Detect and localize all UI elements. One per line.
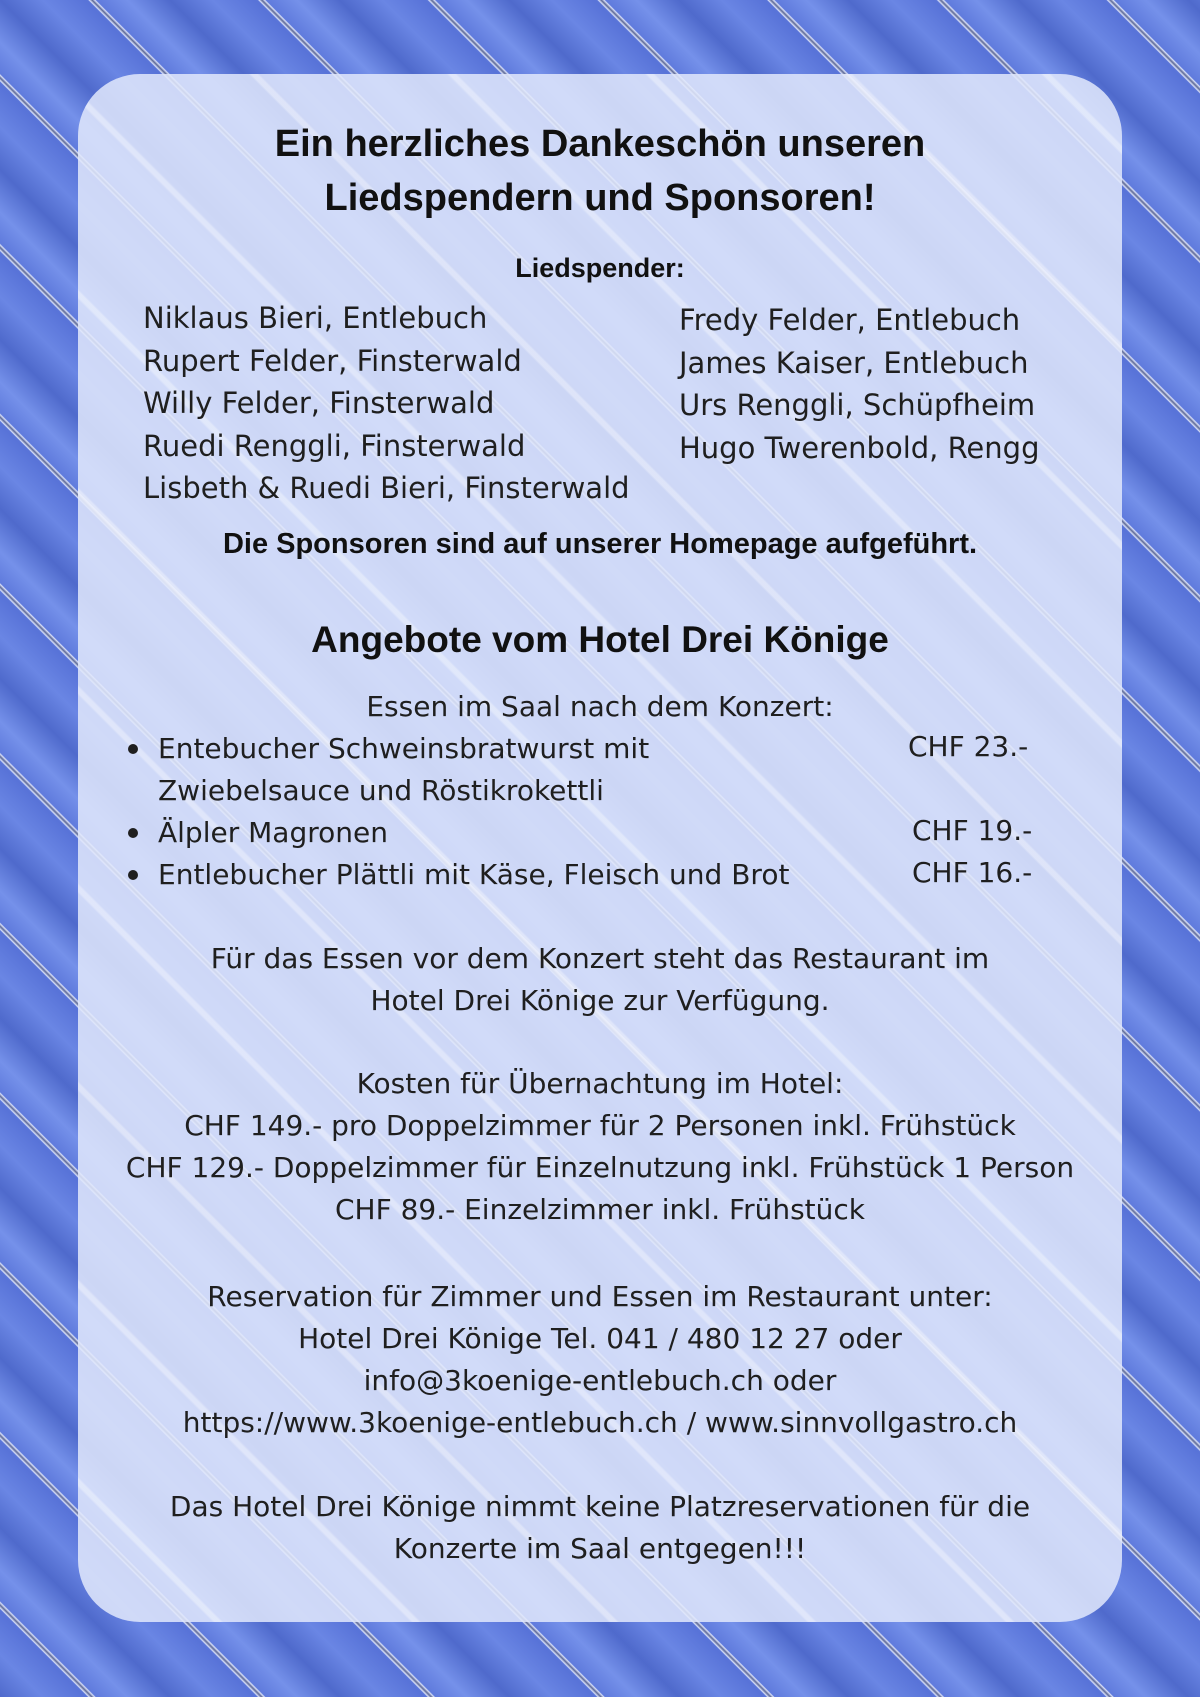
overnight-price-line: CHF 149.- pro Doppelzimmer für 2 Personen inkl. Frühstück	[184, 1109, 1016, 1142]
overnight-heading: Kosten für Übernachtung im Hotel:	[356, 1067, 844, 1100]
reservation-line: Reservation für Zimmer und Essen im Restaurant unter:	[207, 1280, 993, 1313]
reservation-email: info@3koenige-entlebuch.ch oder	[363, 1364, 837, 1397]
donor-item: Urs Renggli, Schüpfheim	[679, 388, 1036, 422]
bullet-icon	[128, 828, 138, 838]
menu-item-3: Entlebucher Plättli mit Käse, Fleisch und Brot	[158, 858, 790, 891]
menu-item-2: Älpler Magronen	[158, 816, 388, 849]
menu-item-1-line2: Zwiebelsauce und Röstikrokettli	[158, 774, 604, 807]
overnight-price-line: CHF 129.- Doppelzimmer für Einzelnutzung inkl. Frühstück 1 Person	[125, 1151, 1075, 1184]
no-reservation-line: Das Hotel Drei Könige nimmt keine Platzreservationen für die	[169, 1490, 1031, 1523]
restaurant-note-line: Hotel Drei Könige zur Verfügung.	[370, 984, 830, 1017]
donor-item: Lisbeth & Ruedi Bieri, Finsterwald	[143, 471, 630, 505]
offers-title: Angebote vom Hotel Drei Könige	[311, 619, 889, 660]
donor-list-right	[679, 299, 1039, 469]
title-line-2: Liedspendern und Sponsoren!	[324, 177, 876, 219]
restaurant-note	[78, 938, 1122, 1022]
menu-item-2-price: CHF 19.-	[912, 814, 1033, 847]
no-reservation-line: Konzerte im Saal entgegen!!!	[393, 1532, 807, 1565]
no-reservation-note	[78, 1486, 1122, 1570]
donor-item: Ruedi Renggli, Finsterwald	[143, 428, 526, 463]
reservation-phone: Hotel Drei Könige Tel. 041 / 480 12 27 oder	[298, 1322, 902, 1355]
reservation-info	[78, 1276, 1122, 1444]
reservation-websites: https://www.3koenige-entlebuch.ch / www.sinnvollgastro.ch	[182, 1406, 1018, 1439]
menu-item-1-price: CHF 23.-	[908, 730, 1029, 763]
bullet-icon	[128, 744, 138, 754]
donor-item: Niklaus Bieri, Entlebuch	[143, 301, 488, 335]
liedspender-heading: Liedspender:	[515, 253, 685, 283]
donor-item: Rupert Felder, Finsterwald	[143, 343, 522, 378]
donor-list-left	[143, 297, 630, 510]
bullet-icon	[128, 870, 138, 880]
overnight-costs	[78, 1063, 1122, 1231]
donor-item: James Kaiser, Entlebuch	[679, 345, 1029, 380]
donor-item: Fredy Felder, Entlebuch	[679, 303, 1021, 337]
menu-item-1-line1: Entebucher Schweinsbratwurst mit	[158, 732, 650, 765]
donor-item: Hugo Twerenbold, Rengg	[679, 430, 1040, 465]
overnight-price-line: CHF 89.- Einzelzimmer inkl. Frühstück	[334, 1193, 866, 1226]
title-line-1: Ein herzliches Dankeschön unseren	[274, 123, 926, 165]
restaurant-note-line: Für das Essen vor dem Konzert steht das Restaurant im	[210, 942, 990, 975]
meal-intro: Essen im Saal nach dem Konzert:	[366, 690, 834, 723]
page-title	[78, 117, 1122, 225]
menu-item-3-price: CHF 16.-	[912, 856, 1033, 889]
sponsors-note: Die Sponsoren sind auf unserer Homepage aufgeführt.	[222, 528, 978, 560]
donor-item: Willy Felder, Finsterwald	[143, 386, 495, 420]
